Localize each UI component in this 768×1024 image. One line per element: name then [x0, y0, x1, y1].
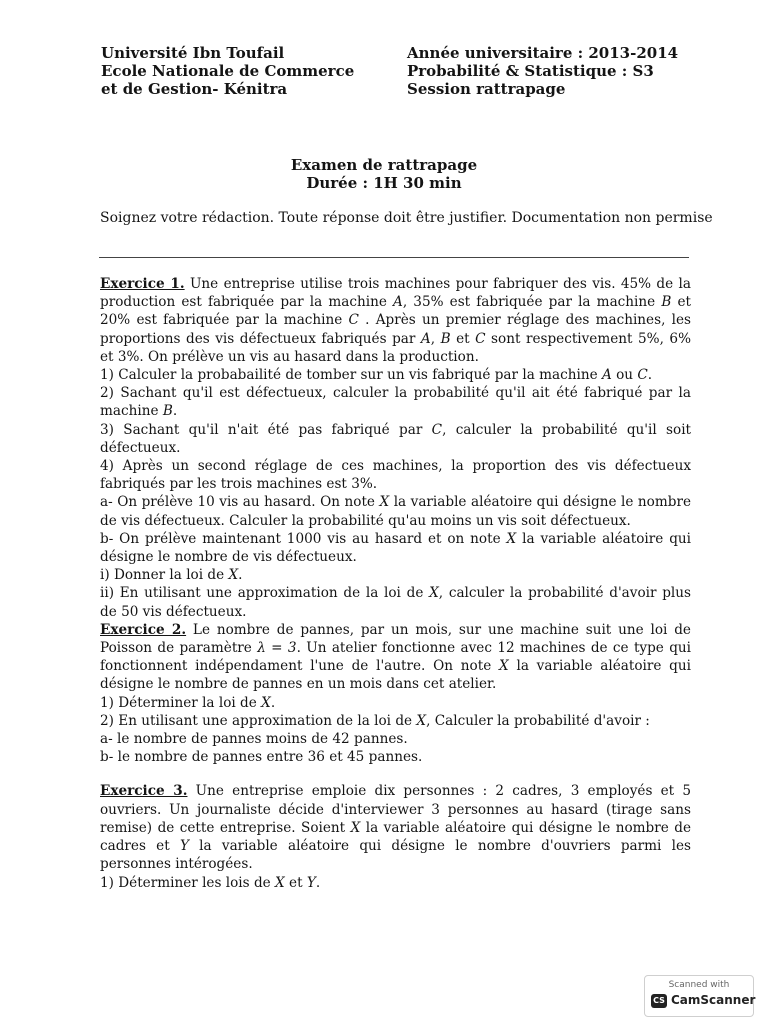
math-var: A [393, 294, 403, 311]
text: 3) Sachant qu'il n'ait été pas fabriqué par [100, 421, 432, 438]
exercise-2-qb: b- le nombre de pannes entre 36 et 45 pannes. [100, 749, 423, 766]
text: ii) En utilisant une approximation de la loi de [100, 585, 430, 602]
text: Le nombre de pannes, par un mois, sur une machine suit une loi de Poisson de paramètre [100, 621, 691, 657]
math-var: C [475, 330, 486, 347]
exercise-3-q1 [100, 874, 691, 892]
math-var: B [661, 294, 672, 311]
math-var: X [275, 874, 285, 891]
math-var: Y [306, 874, 316, 891]
text: 1) Déterminer les lois de [100, 874, 276, 891]
math-var: Y [179, 838, 189, 855]
text: . [172, 403, 178, 420]
exam-duration: Durée : 1H 30 min [306, 174, 462, 192]
math-var: X [429, 585, 439, 602]
exercise-1-qa [100, 493, 691, 529]
text: . [647, 367, 653, 384]
text: Une entreprise emploie dix personnes : 2 cadres, 3 employés et 5 ouvriers. Un journaliste décide d'interviewer 3 personnes au hasard (tirage sans remise) de cette entreprise. Soient [100, 783, 691, 836]
text: et [284, 874, 307, 891]
exercise-3-title: Exercice 3. [100, 783, 188, 800]
text: la variable aléatoire qui désigne le nombre d'ouvriers parmi les personnes intérogées. [100, 838, 692, 873]
text: 2) Sachant qu'il est défectueux, calculer la probabilité qu'il ait été fabriqué par la machine [100, 385, 691, 420]
text: 1) Déterminer la loi de [100, 694, 262, 711]
header-course [407, 44, 678, 98]
exercise-1-qb [100, 530, 691, 566]
text: ou [611, 367, 638, 384]
text: b- On prélève maintenant 1000 vis au hasard et on note [100, 530, 507, 547]
camscanner-logo-icon: CS [651, 994, 667, 1008]
exercise-1-qi [100, 566, 691, 584]
text: . Après un premier réglage des machines, les proportions des vis défectueux fabriqués par [100, 312, 691, 347]
exercise-2-q1 [100, 694, 691, 712]
exam-title-line: Examen de rattrapage [290, 156, 478, 174]
math-lambda: λ = 3 [257, 640, 297, 657]
math-var: A [420, 330, 431, 347]
text: la variable aléatoire qui désigne le nombre de cadres et [100, 819, 692, 855]
header-year: Année universitaire : 2013-2014 [407, 44, 679, 62]
math-var: X [261, 694, 271, 711]
header-university: Université Ibn Toufail [101, 44, 285, 62]
text: . [315, 874, 321, 891]
text: et 20% est fabriquée par la machine [100, 294, 691, 329]
math-var: X [350, 819, 361, 836]
exercise-3-intro [100, 782, 691, 873]
text: la variable aléatoire qui désigne le nombre de vis défectueux. Calculer la probabilité qu'au moins un vis soit défectueux. [100, 494, 691, 529]
math-var: B [440, 330, 451, 347]
text: , Calculer la probabilité d'avoir : [426, 712, 650, 729]
exercise-2-q2 [100, 712, 691, 730]
header-city: et de Gestion- Kénitra [101, 80, 288, 98]
math-var: X [228, 567, 239, 584]
text: i) Donner la loi de [100, 567, 229, 584]
text: , calculer la probabilité d'avoir plus de 50 vis défectueux. [100, 585, 692, 620]
exercise-1-title: Exercice 1. [100, 276, 185, 292]
exam-title [0, 156, 768, 192]
text: la variable aléatoire qui désigne le nombre de pannes en un mois dans cet atelier. [100, 658, 691, 693]
math-var: B [162, 403, 173, 420]
instructions-note: Soignez votre rédaction. Toute réponse doit être justifier. Documentation non permise [100, 210, 713, 226]
header-subject: Probabilité & Statistique : S3 [407, 62, 654, 80]
math-var: X [499, 658, 509, 675]
math-var: X [416, 712, 427, 729]
math-var: A [601, 367, 612, 384]
math-var: C [431, 421, 443, 438]
watermark-brand: CamScanner [671, 993, 756, 1007]
text: , [430, 330, 441, 347]
header-school: Ecole Nationale de Commerce [101, 62, 355, 80]
exercise-1-q1 [100, 366, 691, 384]
text: 2) En utilisant une approximation de la loi de [100, 712, 417, 729]
text: Une entreprise utilise trois machines pour fabriquer des vis. 45% de la production est fabriquée par la machine [100, 276, 691, 311]
text: 1) Calculer la probabailité de tomber sur un vis fabriqué par la machine [100, 367, 602, 384]
header-institution [101, 44, 354, 98]
watermark-caption: Scanned with [668, 980, 730, 990]
exam-body [100, 275, 691, 892]
exercise-1-qii [100, 584, 691, 620]
divider [99, 257, 689, 258]
exercise-2-qa: a- le nombre de pannes moins de 42 pannes. [100, 731, 408, 748]
text: a- On prélève 10 vis au hasard. On note [100, 494, 380, 511]
text: la variable aléatoire qui désigne le nombre de vis défectueux. [100, 530, 692, 566]
text: . [238, 567, 243, 584]
text: et [450, 330, 476, 347]
exercise-1-intro [100, 275, 691, 366]
text: . [270, 694, 276, 711]
exercise-1-q3 [100, 421, 691, 457]
text: . Un atelier fonctionne avec 12 machines de ce type qui fonctionnent indépendament l'une de l'autre. On note [100, 640, 692, 675]
math-var: C [637, 367, 648, 384]
header-session: Session rattrapage [407, 80, 566, 98]
exercise-2-intro [100, 621, 691, 694]
text: sont respectivement 5%, 6% et 3%. On prélève un vis au hasard dans la production. [100, 330, 691, 365]
math-var: C [348, 312, 359, 329]
exercise-1-q2 [100, 384, 691, 420]
math-var: X [379, 494, 390, 511]
text: , 35% est fabriquée par la machine [402, 294, 662, 311]
text: , calculer la probabilité qu'il soit défectueux. [100, 421, 692, 456]
exercise-2-title: Exercice 2. [100, 621, 187, 638]
math-var: X [506, 530, 517, 547]
exercise-1-q4: 4) Après un second réglage de ces machines, la proportion des vis défectueux fabriqués par les trois machines est 3%. [100, 458, 691, 493]
spacer [100, 766, 691, 782]
camscanner-watermark [644, 975, 754, 1017]
